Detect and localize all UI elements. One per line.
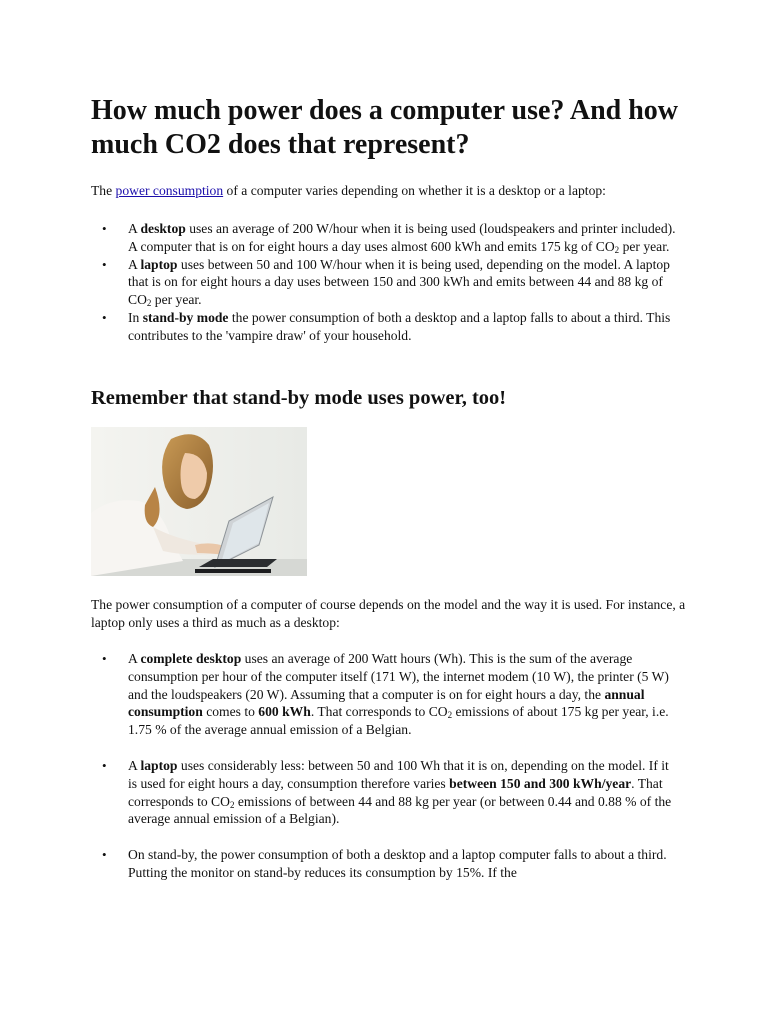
computer-type-list xyxy=(91,220,681,345)
bullet-icon: • xyxy=(102,256,107,272)
page-title: How much power does a computer use? And how much CO2 does that represent? xyxy=(91,95,679,160)
list-item-text: emissions of about 175 kg per year, i.e. 1.75 % of the average annual emission of a Belgian. xyxy=(128,704,669,738)
bullet-icon: • xyxy=(102,651,107,666)
list-item-text: uses between 50 and 100 W/hour when it is being used, depending on the model. A laptop that is on for eight hours a day uses between 150 and 300 kWh and emits between 44 and 88 kg of CO xyxy=(128,256,670,308)
list-item-text: comes to xyxy=(202,704,259,720)
list-item-text: . That corresponds to CO xyxy=(128,775,663,809)
list-item-text: uses an average of 200 W/hour when it is being used (loudspeakers and printer included). A computer that is on for eight hours a day uses almost 600 kWh and emits 175 kg of CO xyxy=(128,221,676,254)
annual-kwh-value: 600 kWh xyxy=(258,704,311,720)
list-item-standby-detail xyxy=(91,846,681,882)
list-item-standby xyxy=(91,309,681,345)
laptop-kwh-range: between 150 and 300 kWh/year xyxy=(449,775,632,791)
laptop-term: laptop xyxy=(140,757,178,773)
subscript-2: 2 xyxy=(614,244,620,255)
list-item-complete-desktop xyxy=(91,650,681,739)
subscript-2: 2 xyxy=(229,799,235,810)
intro-text-before: The xyxy=(91,183,116,198)
list-item-suffix: per year. xyxy=(619,238,670,254)
list-item-prefix: A xyxy=(128,757,141,773)
list-item-prefix: In xyxy=(128,309,143,325)
list-item-laptop-detail xyxy=(91,757,681,828)
list-item-text: the power consumption of both a desktop and a laptop falls to about a third. This contributes to the 'vampire draw' of your household. xyxy=(128,309,671,343)
power-consumption-link[interactable]: power consumption xyxy=(115,183,224,198)
subscript-2: 2 xyxy=(447,710,453,721)
bullet-icon: • xyxy=(102,309,107,325)
list-item-text: uses an average of 200 Watt hours (Wh). This is the sum of the average consumption per hour of the computer itself (171 W), the internet modem (10 W), the printer (5 W) and the loudspeakers (20 W). Assuming that a computer is on for eight hours a day, the xyxy=(128,651,669,702)
body-paragraph: The power consumption of a computer of course depends on the model and the way it is used. For instance, a laptop only uses a third as much as a desktop: xyxy=(91,597,686,630)
complete-desktop-term: complete desktop xyxy=(140,651,242,666)
list-item-laptop xyxy=(91,256,681,309)
bullet-icon: • xyxy=(102,221,107,236)
section-heading: Remember that stand-by mode uses power, too! xyxy=(91,387,507,409)
list-item-prefix: A xyxy=(128,256,141,272)
list-item-prefix: A xyxy=(128,651,141,666)
annual-consumption-term: annual consumption xyxy=(128,686,645,720)
woman-using-laptop-photo xyxy=(91,427,307,576)
list-item-desktop xyxy=(91,220,681,256)
bullet-icon: • xyxy=(102,757,107,773)
list-item-text: emissions of between 44 and 88 kg per year (or between 0.44 and 0.88 % of the average annual emission of a Belgian). xyxy=(128,793,672,827)
list-item-prefix: A xyxy=(128,221,141,236)
list-item-text: On stand-by, the power consumption of both a desktop and a laptop computer falls to about a third. Putting the monitor on stand-by reduces its consumption by 15%. If the xyxy=(128,847,667,880)
desktop-term: desktop xyxy=(140,221,186,236)
subscript-2: 2 xyxy=(146,298,152,309)
bullet-icon: • xyxy=(102,847,107,863)
list-item-text: uses considerably less: between 50 and 100 Wh that it is on, depending on the model. If it is used for eight hours a day, consumption therefore varies xyxy=(128,757,669,791)
consumption-detail-list xyxy=(91,650,681,900)
list-item-text: . That corresponds to CO xyxy=(310,704,448,720)
laptop-term: laptop xyxy=(140,256,178,272)
standby-term: stand-by mode xyxy=(142,309,229,325)
intro-text-after: of a computer varies depending on whether it is a desktop or a laptop: xyxy=(223,183,606,198)
list-item-suffix: per year. xyxy=(151,292,202,308)
intro-paragraph xyxy=(91,182,691,200)
